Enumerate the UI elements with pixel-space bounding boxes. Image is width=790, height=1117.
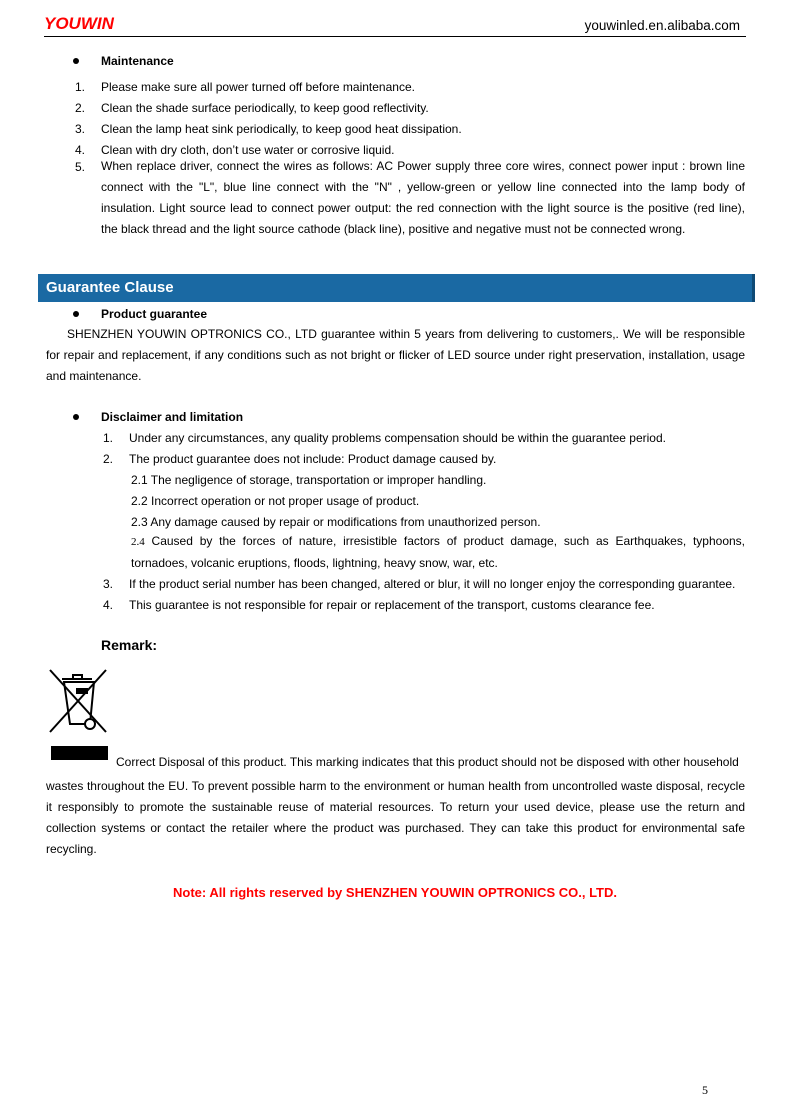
list-item: If the product serial number has been changed, altered or blur, it will no longer enjoy the corresponding guarantee. xyxy=(129,577,736,591)
bullet-icon xyxy=(73,311,79,317)
copyright-note: Note: All rights reserved by SHENZHEN YOUWIN OPTRONICS CO., LTD. xyxy=(173,885,617,900)
remark-text: wastes throughout the EU. To prevent possible harm to the environment or human health from uncontrolled waste disposal, recycle it responsibly to promote the sustainable reuse of material resources. To return your used device, please use the return and collection systems or contact the retailer where the product was purchased. They can take this product for environmental safe recycling. xyxy=(46,779,745,856)
list-number: 2. xyxy=(103,452,114,466)
site-url: youwinled.en.alibaba.com xyxy=(584,18,740,33)
product-guarantee-text: SHENZHEN YOUWIN OPTRONICS CO., LTD guarantee within 5 years from delivering to customers,. We will be responsible for repair and replacement, if any conditions such as not bright or flicker of LED source under right preservation, installation, usage and maintenance. xyxy=(46,327,745,383)
sub-item-number: 2.4 xyxy=(131,536,145,548)
crossed-out-wheelie-bin-icon xyxy=(46,666,110,762)
sub-item-text: Caused by the forces of nature, irresistible factors of product damage, such as Earthquakes, typhoons, tornadoes, volcanic eruptions, floods, lightning, heavy snow, war, etc. xyxy=(131,534,745,570)
page-number: 5 xyxy=(702,1083,708,1097)
list-item: Please make sure all power turned off before maintenance. xyxy=(101,80,415,94)
section-title: Guarantee Clause xyxy=(46,279,174,296)
list-item: Clean the lamp heat sink periodically, to keep good heat dissipation. xyxy=(101,122,462,136)
list-item: When replace driver, connect the wires as follows: AC Power supply three core wires, connect power input : brown line connect with the "L", blue line connect with the "N" , yellow-green or yellow line connected into the lamp body of insulation. Light source lead to connect power output: the red connection with the light source is the positive (red line), the black thread and the light source cathode (black line), positive and negative must not be connected wrong. xyxy=(101,159,745,236)
remark-title: Remark: xyxy=(101,637,158,653)
sub-item: 2.1 The negligence of storage, transportation or improper handling. xyxy=(131,473,487,487)
list-item: This guarantee is not responsible for repair or replacement of the transport, customs clearance fee. xyxy=(129,598,655,612)
list-number: 3. xyxy=(75,122,86,136)
list-number: 2. xyxy=(75,101,86,115)
sub-item xyxy=(131,531,745,574)
list-number: 3. xyxy=(103,577,114,591)
list-number: 5. xyxy=(75,160,86,174)
list-number: 4. xyxy=(75,143,86,157)
disclaimer-title: Disclaimer and limitation xyxy=(101,410,244,424)
list-number: 1. xyxy=(103,431,114,445)
page-header xyxy=(44,14,746,37)
list-item: Clean with dry cloth, don’t use water or corrosive liquid. xyxy=(101,143,395,157)
product-guarantee-title: Product guarantee xyxy=(101,307,208,321)
list-item: Under any circumstances, any quality problems compensation should be within the guarantee period. xyxy=(129,431,666,445)
bullet-icon xyxy=(73,58,79,64)
list-item: The product guarantee does not include: Product damage caused by. xyxy=(129,452,497,466)
list-number: 1. xyxy=(75,80,86,94)
maintenance-title: Maintenance xyxy=(101,54,174,68)
bullet-icon xyxy=(73,414,79,420)
sub-item: 2.2 Incorrect operation or not proper usage of product. xyxy=(131,494,420,508)
section-band xyxy=(38,274,755,302)
sub-item: 2.3 Any damage caused by repair or modifications from unauthorized person. xyxy=(131,515,541,529)
brand-logo-text: YOUWIN xyxy=(44,14,114,33)
list-item: Clean the shade surface periodically, to keep good reflectivity. xyxy=(101,101,429,115)
list-number: 4. xyxy=(103,598,114,612)
remark-text-line1: Correct Disposal of this product. This marking indicates that this product should not be disposed with other household xyxy=(116,755,739,769)
